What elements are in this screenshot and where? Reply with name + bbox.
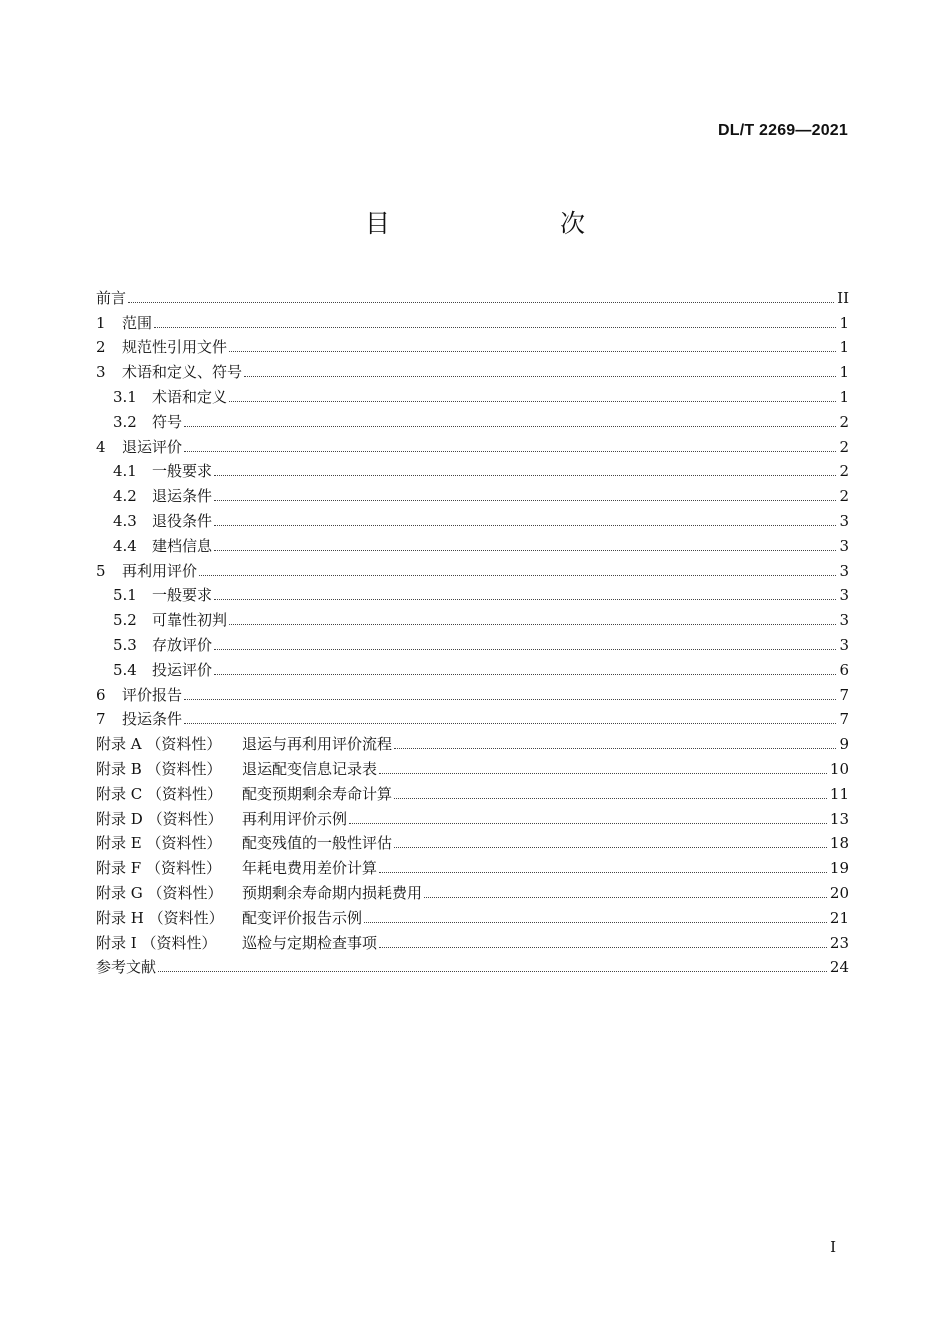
- toc-entry-number: 3: [96, 363, 106, 382]
- toc-entry-number: 7: [96, 710, 106, 729]
- toc-entry[interactable]: [96, 680, 849, 705]
- toc-entry-page: 3: [839, 635, 849, 654]
- toc-entry[interactable]: [96, 605, 849, 630]
- toc-entry-number: 附录 E （资料性）: [96, 834, 222, 853]
- dot-leader: [394, 747, 836, 749]
- toc-entry-page: 18: [829, 834, 849, 853]
- toc-entry-title: 评价报告: [122, 685, 183, 704]
- toc-entry-number: 附录 D （资料性）: [96, 809, 223, 828]
- toc-entry[interactable]: [96, 283, 849, 308]
- dot-leader: [154, 326, 836, 328]
- dot-leader: [214, 648, 836, 650]
- toc-entry[interactable]: [96, 506, 849, 531]
- dot-leader: [394, 846, 827, 848]
- toc-entry-page: 3: [839, 611, 849, 630]
- page-title: 目 次: [364, 209, 625, 238]
- toc-entry[interactable]: [96, 333, 849, 358]
- toc-entry-page: 11: [829, 784, 849, 803]
- toc-entry-number: 4.2: [113, 487, 137, 506]
- toc-entry-number: 4.3: [113, 511, 137, 530]
- toc-entry-number: 附录 F （资料性）: [96, 859, 221, 878]
- dot-leader: [184, 450, 836, 452]
- toc-entry-page: 10: [829, 759, 849, 778]
- toc-entry-title: 再利用评价示例: [242, 809, 348, 828]
- toc-entry[interactable]: [96, 407, 849, 432]
- toc-entry[interactable]: [96, 853, 849, 878]
- dot-leader: [184, 425, 836, 427]
- toc-entry[interactable]: [96, 531, 849, 556]
- toc-entry-page: 24: [829, 958, 849, 977]
- dot-leader: [364, 921, 827, 923]
- dot-leader: [229, 623, 836, 625]
- toc-entry-page: 7: [839, 710, 849, 729]
- dot-leader: [184, 722, 836, 724]
- dot-leader: [349, 822, 827, 824]
- toc-entry-page: 2: [839, 437, 849, 456]
- toc-entry[interactable]: [96, 481, 849, 506]
- toc-entry[interactable]: [96, 655, 849, 680]
- toc-entry-number: 附录 I （资料性）: [96, 933, 217, 952]
- toc-entry-title: 一般要求: [152, 586, 213, 605]
- toc-entry-title: 存放评价: [152, 635, 213, 654]
- toc-entry-title: 退运与再利用评价流程: [242, 735, 393, 754]
- toc-entry[interactable]: [96, 928, 849, 953]
- dot-leader: [214, 549, 836, 551]
- toc-entry-page: 3: [839, 561, 849, 580]
- toc-entry-title: 退运配变信息记录表: [242, 759, 378, 778]
- toc-entry[interactable]: [96, 308, 849, 333]
- toc-entry-page: 7: [839, 685, 849, 704]
- toc-entry-title: 符号: [152, 412, 183, 431]
- toc-entry-page: 2: [839, 462, 849, 481]
- toc-entry[interactable]: [96, 382, 849, 407]
- toc-entry[interactable]: [96, 432, 849, 457]
- toc-entry-title: 投运条件: [122, 710, 183, 729]
- toc-entry-title: 配变预期剩余寿命计算: [242, 784, 393, 803]
- dot-leader: [229, 400, 836, 402]
- toc-entry[interactable]: [96, 903, 849, 928]
- toc-entry-number: 5.1: [113, 586, 137, 605]
- dot-leader: [214, 598, 836, 600]
- toc-entry-number: 5: [96, 561, 106, 580]
- dot-leader: [184, 698, 836, 700]
- toc-entry[interactable]: [96, 754, 849, 779]
- toc-entry-page: 1: [839, 387, 849, 406]
- toc-entry-number: 5.4: [113, 660, 137, 679]
- toc-entry-number: 4.1: [113, 462, 137, 481]
- toc-entry-page: 13: [829, 809, 849, 828]
- toc-entry[interactable]: [96, 829, 849, 854]
- toc-entry[interactable]: [96, 729, 849, 754]
- toc-entry-page: 1: [839, 338, 849, 357]
- dot-leader: [214, 524, 836, 526]
- toc-entry-number: 附录 H （资料性）: [96, 908, 224, 927]
- toc-entry-page: 1: [839, 363, 849, 382]
- toc-entry-number: 1: [96, 313, 106, 332]
- toc-entry-page: 20: [829, 883, 849, 902]
- toc-entry-page: 23: [829, 933, 849, 952]
- toc-entry[interactable]: [96, 878, 849, 903]
- toc-entry-title: 预期剩余寿命期内损耗费用: [242, 883, 423, 902]
- toc-entry[interactable]: [96, 556, 849, 581]
- toc-entry-page: 1: [839, 313, 849, 332]
- toc-entry[interactable]: [96, 581, 849, 606]
- toc-entry-title: 术语和定义: [152, 387, 228, 406]
- toc-entry-number: 3.2: [113, 412, 137, 431]
- dot-leader: [199, 574, 836, 576]
- toc-entry[interactable]: [96, 779, 849, 804]
- dot-leader: [379, 871, 827, 873]
- toc-entry-number: 5.3: [113, 635, 137, 654]
- toc-entry-title: 再利用评价: [122, 561, 198, 580]
- toc-entry-page: 3: [839, 536, 849, 555]
- toc-entry-title: 范围: [122, 313, 153, 332]
- dot-leader: [379, 772, 827, 774]
- toc-entry-number: 附录 G （资料性）: [96, 883, 223, 902]
- toc-entry-number: 附录 C （资料性）: [96, 784, 223, 803]
- toc-entry-number: 附录 B （资料性）: [96, 759, 222, 778]
- toc-entry[interactable]: [96, 457, 849, 482]
- toc-entry-number: 5.2: [113, 611, 137, 630]
- dot-leader: [128, 301, 834, 303]
- standard-code: DL/T 2269—2021: [718, 122, 848, 139]
- toc-entry-page: 9: [839, 735, 849, 754]
- toc-entry-title: 退运条件: [152, 487, 213, 506]
- toc-entry-title: 配变评价报告示例: [242, 908, 363, 927]
- dot-leader: [244, 375, 836, 377]
- toc-entry-number: 6: [96, 685, 106, 704]
- toc-entry-title: 退运评价: [122, 437, 183, 456]
- toc-entry-title: 术语和定义、符号: [122, 363, 243, 382]
- toc-entry[interactable]: [96, 953, 849, 978]
- toc-entry-title: 巡检与定期检查事项: [242, 933, 378, 952]
- dot-leader: [214, 499, 836, 501]
- toc-entry-number: 2: [96, 338, 106, 357]
- toc-entry-page: 6: [839, 660, 849, 679]
- page-number: I: [830, 1238, 836, 1256]
- dot-leader: [379, 946, 827, 948]
- toc-entry-page: II: [837, 288, 849, 307]
- dot-leader: [229, 350, 836, 352]
- toc-entry-number: 3.1: [113, 387, 137, 406]
- table-of-contents: [96, 283, 849, 977]
- dot-leader: [214, 474, 836, 476]
- toc-entry-title: 参考文献: [96, 958, 157, 977]
- toc-entry-page: 19: [829, 859, 849, 878]
- toc-entry-title: 建档信息: [152, 536, 213, 555]
- toc-entry[interactable]: [96, 705, 849, 730]
- toc-entry-number: 附录 A （资料性）: [96, 735, 222, 754]
- toc-entry[interactable]: [96, 804, 849, 829]
- toc-entry-page: 2: [839, 412, 849, 431]
- toc-entry[interactable]: [96, 630, 849, 655]
- toc-entry[interactable]: [96, 357, 849, 382]
- dot-leader: [424, 896, 827, 898]
- toc-entry-number: 4.4: [113, 536, 137, 555]
- toc-entry-title: 规范性引用文件: [122, 338, 228, 357]
- toc-entry-title: 年耗电费用差价计算: [242, 859, 378, 878]
- toc-entry-title: 可靠性初判: [152, 611, 228, 630]
- toc-entry-page: 2: [839, 487, 849, 506]
- toc-entry-page: 3: [839, 586, 849, 605]
- toc-entry-title: 配变残值的一般性评估: [242, 834, 393, 853]
- toc-entry-number: 4: [96, 437, 106, 456]
- toc-entry-title: 一般要求: [152, 462, 213, 481]
- toc-entry-title: 前言: [96, 288, 127, 307]
- toc-entry-title: 退役条件: [152, 511, 213, 530]
- dot-leader: [158, 970, 827, 972]
- dot-leader: [394, 797, 827, 799]
- toc-entry-page: 21: [829, 908, 849, 927]
- toc-entry-page: 3: [839, 511, 849, 530]
- dot-leader: [214, 673, 836, 675]
- toc-entry-title: 投运评价: [152, 660, 213, 679]
